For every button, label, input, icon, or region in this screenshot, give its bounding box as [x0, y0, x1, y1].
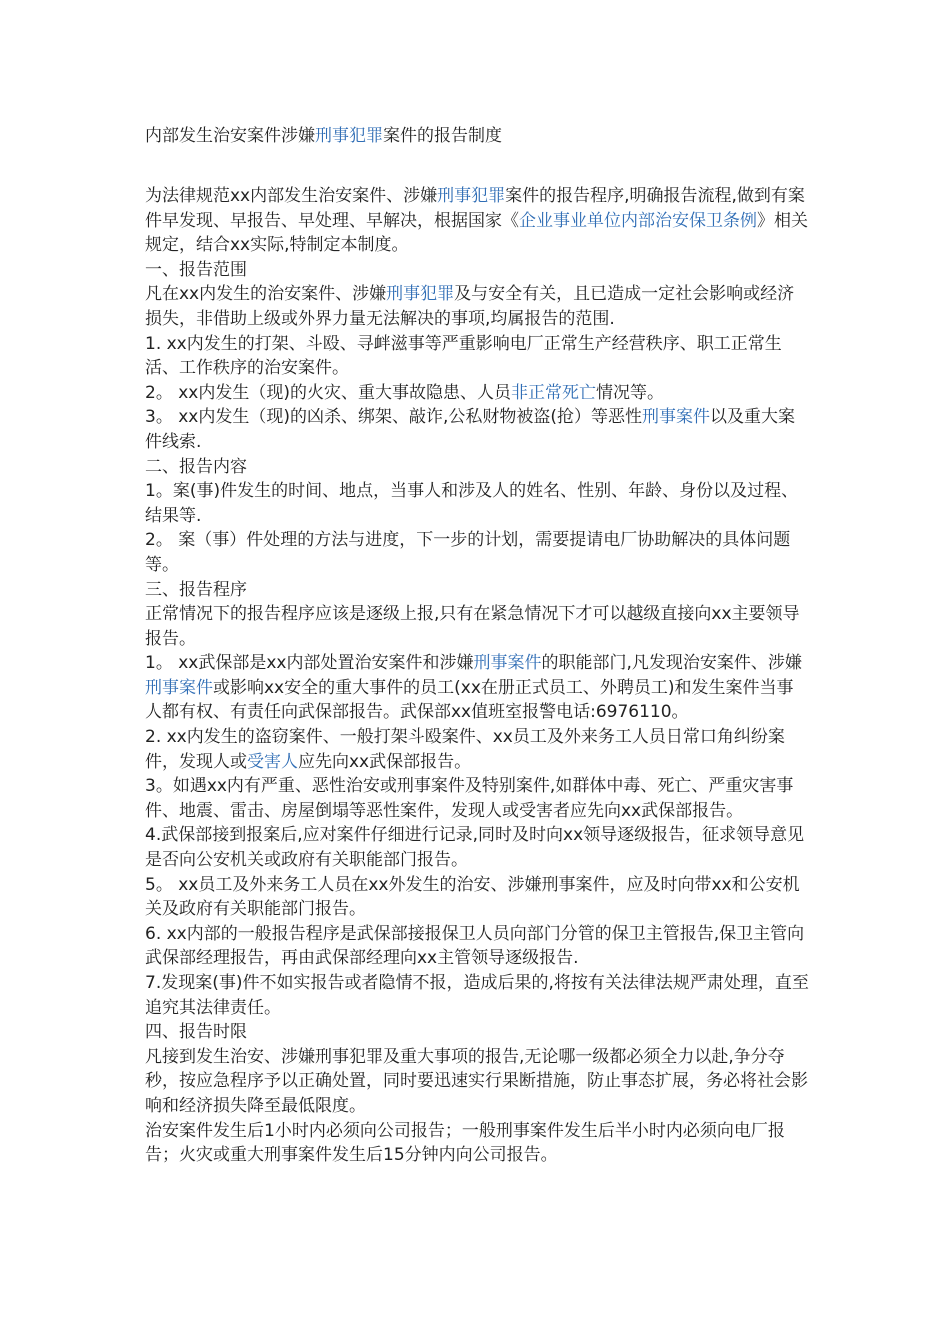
keyword-link[interactable]: 刑事案件: [642, 407, 711, 428]
text-run: 二、报告内容: [145, 456, 247, 477]
text-run: 三、报告程序: [145, 579, 247, 600]
paragraph: [145, 971, 810, 1020]
text-run: 1. xx内发生的打架、斗殴、寻衅滋事等严重影响电厂正常生产经营秩序、职工正常生活、工作秩序的治安案件。: [145, 333, 782, 379]
keyword-link[interactable]: 受害人: [247, 751, 298, 772]
document-page: [145, 122, 810, 1168]
keyword-link[interactable]: 非正常死亡: [510, 382, 596, 403]
keyword-link[interactable]: 刑事犯罪: [386, 284, 455, 305]
text-run: 一、报告范围: [145, 259, 247, 280]
text-run: 4.武保部接到报案后,应对案件仔细进行记录,同时及时向xx领导逐级报告，征求领导意见是否向公安机关或政府有关职能部门报告。: [145, 825, 805, 871]
paragraph: [145, 282, 810, 331]
paragraph: [145, 873, 810, 922]
text-run: 2. xx内发生的盗窃案件、一般打架斗殴案件、xx员工及外来务工人员日常口角纠纷案件，发现人或: [145, 727, 785, 772]
text-run: 1。 xx武保部是xx内部处置治安案件和涉嫌: [145, 653, 474, 674]
paragraph: [145, 184, 810, 258]
paragraph: [145, 922, 810, 971]
text-run: 应先向xx武保部报告。: [298, 751, 472, 772]
keyword-link[interactable]: 刑事案件: [473, 653, 542, 674]
paragraph: [145, 528, 810, 577]
text-run: 的职能部门,凡发现治安案件、涉嫌: [541, 653, 802, 674]
keyword-link[interactable]: 刑事犯罪: [315, 126, 383, 146]
text-run: 情况等。: [595, 382, 664, 403]
paragraph: [145, 774, 810, 823]
text-run: 及与安全有关，且已造成一定社会影响或经济损失，非借助上级或外界力量无法解决的事项,均属报告的范围.: [145, 284, 795, 329]
text-run: 5。 xx员工及外来务工人员在xx外发生的治安、涉嫌刑事案件，应及时向带xx和公安机关及政府有关职能部门报告。: [145, 874, 800, 920]
text-run: 2。 案（事）件处理的方法与进度，下一步的计划，需要提请电厂协助解决的具体问题等。: [145, 530, 791, 575]
text-run: 内部发生治安案件涉嫌: [145, 126, 315, 146]
text-run: 》相关规定，结合xx实际,特制定本制度。: [145, 210, 808, 256]
text-run: 或影响xx安全的重大事件的员工(xx在册正式员工、外聘员工)和发生案件当事人都有权、有责任向武保部报告。武保部xx值班室报警电话:6976110。: [145, 677, 794, 723]
paragraph: [145, 332, 810, 381]
paragraph: [145, 1020, 810, 1045]
text-run: 凡接到发生治安、涉嫌刑事犯罪及重大事项的报告,无论哪一级都必须全力以赴,争分夺秒，按应急程序予以正确处置，同时要迅速实行果断措施，防止事态扩展，务必将社会影响和经济损失降至最低限度。: [145, 1046, 808, 1116]
paragraph: [145, 479, 810, 528]
paragraph: [145, 1119, 810, 1168]
text-run: 2。 xx内发生（现)的火灾、重大事故隐患、人员: [145, 382, 511, 403]
paragraph: [145, 602, 810, 651]
text-run: 7.发现案(事)件不如实报告或者隐情不报，造成后果的,将按有关法律法规严肃处理，直至追究其法律责任。: [145, 973, 809, 1018]
paragraph: [145, 578, 810, 603]
text-run: 为法律规范xx内部发生治安案件、涉嫌: [145, 186, 438, 206]
keyword-link[interactable]: 刑事案件: [145, 677, 213, 698]
text-run: 案件的报告程序,明确报告流程,做到有案件早发现、早报告、早处理、早解决，根据国家《: [145, 186, 805, 231]
text-run: 案件的报告制度: [383, 126, 502, 146]
paragraph: [145, 405, 810, 454]
paragraph: [145, 455, 810, 480]
paragraph: [145, 725, 810, 774]
keyword-link[interactable]: 刑事犯罪: [437, 186, 506, 206]
text-run: 四、报告时限: [145, 1022, 247, 1043]
text-run: 治安案件发生后1小时内必须向公司报告；一般刑事案件发生后半小时内必须向电厂报告；火灾或重大刑事案件发生后15分钟内向公司报告。: [145, 1120, 785, 1166]
paragraph: [145, 381, 810, 406]
paragraph: [145, 823, 810, 872]
document-body: [145, 184, 810, 1168]
text-run: 以及重大案件线索.: [145, 407, 796, 452]
text-run: 3。 xx内发生（现)的凶杀、绑架、敲诈,公私财物被盗(抢）等恶性: [145, 407, 643, 428]
text-run: 1。案(事)件发生的时间、地点，当事人和涉及人的姓名、性别、年龄、身份以及过程、结果等.: [145, 481, 799, 526]
paragraph: [145, 651, 810, 725]
text-run: 凡在xx内发生的治安案件、涉嫌: [145, 284, 387, 305]
document-title: [145, 122, 810, 150]
text-run: 正常情况下的报告程序应该是逐级上报,只有在紧急情况下才可以越级直接向xx主要领导报告。: [145, 604, 800, 649]
paragraph: [145, 1045, 810, 1119]
text-run: 3。如遇xx内有严重、恶性治安或刑事案件及特别案件,如群体中毒、死亡、严重灾害事件、地震、雷击、房屋倒塌等恶性案件，发现人或受害者应先向xx武保部报告。: [145, 776, 794, 821]
keyword-link[interactable]: 企业事业单位内部治安保卫条例: [519, 210, 757, 231]
paragraph: [145, 258, 810, 283]
text-run: 6. xx内部的一般报告程序是武保部接报保卫人员向部门分管的保卫主管报告,保卫主管向武保部经理报告，再由武保部经理向xx主管领导逐级报告.: [145, 923, 805, 969]
